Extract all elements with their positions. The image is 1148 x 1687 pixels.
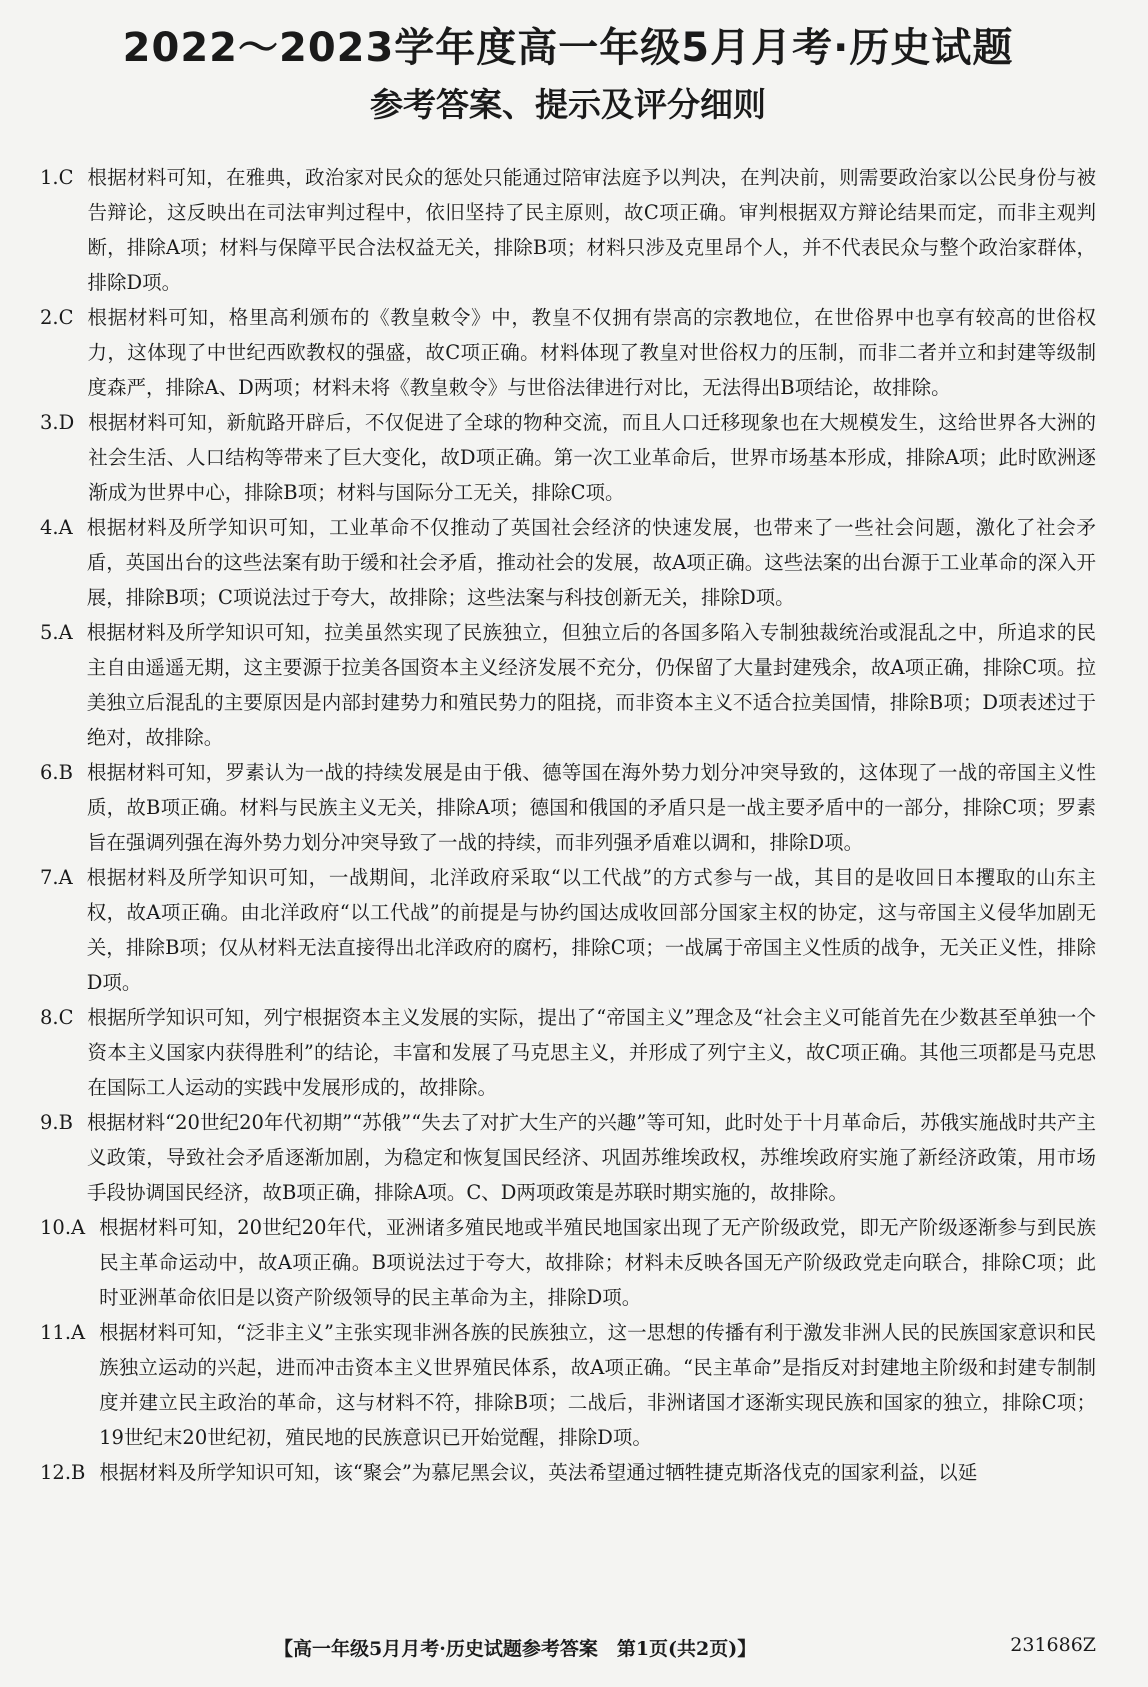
answer-explanation: 根据材料“20世纪20年代初期”“苏俄”“失去了对扩大生产的兴趣”等可知，此时处于十月革命后，苏俄实施战时共产主义政策，导致社会矛盾逐渐加剧，为稳定和恢复国民经济、巩固苏维埃政权，苏维埃政府实施了新经济政策，用市场手段协调国民经济，故B项正确，排除A项。C、D两项政策是苏联时期实施的，故排除。 [86, 1111, 1096, 1204]
answer-number: 1.C [40, 166, 74, 189]
page-title: 2022～2023学年度高一年级5月月考·历史试题 [122, 25, 1014, 71]
answer-item [40, 1210, 1096, 1315]
answer-explanation: 根据材料及所学知识可知，该“聚会”为慕尼黑会议，英法希望通过牺牲捷克斯洛伐克的国家利益，以延 [99, 1461, 978, 1484]
answer-number: 11.A [40, 1321, 86, 1344]
answer-number: 8.C [40, 1006, 74, 1029]
answer-number: 3.D [40, 411, 75, 434]
answer-explanation: 根据材料及所学知识可知，拉美虽然实现了民族独立，但独立后的各国多陷入专制独裁统治或混乱之中，所追求的民主自由遥遥无期，这主要源于拉美各国资本主义经济发展不充分，仍保留了大量封建残余，故A项正确，排除C项。拉美独立后混乱的主要原因是内部封建势力和殖民势力的阻挠，而非资本主义不适合拉美国情，排除B项；D项表述过于绝对，故排除。 [86, 621, 1096, 749]
answer-number: 10.A [40, 1216, 86, 1239]
answer-item [40, 615, 1096, 755]
answer-item [40, 510, 1096, 615]
answer-explanation: 根据材料可知，“泛非主义”主张实现非洲各族的民族独立，这一思想的传播有利于激发非洲人民的民族国家意识和民族独立运动的兴起，进而冲击资本主义世界殖民体系，故A项正确。“民主革命”是指反对封建地主阶级和封建专制制度并建立民主政治的革命，这与材料不符，排除B项；二战后，非洲诸国才逐渐实现民族和国家的独立，排除C项；19世纪末20世纪初，殖民地的民族意识已开始觉醒，排除D项。 [99, 1321, 1096, 1449]
answer-item [40, 860, 1096, 1000]
answer-item [40, 755, 1096, 860]
answer-explanation: 根据所学知识可知，列宁根据资本主义发展的实际，提出了“帝国主义”理念及“社会主义可能首先在少数甚至单独一个资本主义国家内获得胜利”的结论，丰富和发展了马克思主义，并形成了列宁主义，故C项正确。其他三项都是马克思在国际工人运动的实践中发展形成的，故排除。 [87, 1006, 1096, 1099]
footer-code: 231686Z [1010, 1634, 1096, 1656]
answer-item [40, 1455, 1096, 1490]
answer-number: 12.B [40, 1461, 86, 1484]
footer-page-info: 【高一年级5月月考·历史试题参考答案 第1页(共2页)】 [274, 1638, 757, 1660]
answer-item [40, 160, 1096, 300]
answer-number: 7.A [40, 866, 73, 889]
answer-number: 6.B [40, 761, 73, 784]
answer-explanation: 根据材料可知，20世纪20年代，亚洲诸多殖民地或半殖民地国家出现了无产阶级政党，即无产阶级逐渐参与到民族民主革命运动中，故A项正确。B项说法过于夸大，故排除；材料未反映各国无产阶级政党走向联合，排除C项；此时亚洲革命依旧是以资产阶级领导的民主革命为主，排除D项。 [99, 1216, 1096, 1309]
answer-explanation: 根据材料可知，罗素认为一战的持续发展是由于俄、德等国在海外势力划分冲突导致的，这体现了一战的帝国主义性质，故B项正确。材料与民族主义无关，排除A项；德国和俄国的矛盾只是一战主要矛盾中的一部分，排除C项；罗素旨在强调列强在海外势力划分冲突导致了一战的持续，而非列强矛盾难以调和，排除D项。 [86, 761, 1096, 854]
answer-number: 2.C [40, 306, 74, 329]
answer-explanation: 根据材料可知，格里高利颁布的《教皇敕令》中，教皇不仅拥有崇高的宗教地位，在世俗界中也享有较高的世俗权力，这体现了中世纪西欧教权的强盛，故C项正确。材料体现了教皇对世俗权力的压制，而非二者并立和封建等级制度森严，排除A、D两项；材料未将《教皇敕令》与世俗法律进行对比，无法得出B项结论，故排除。 [87, 306, 1096, 399]
answer-item [40, 1000, 1096, 1105]
answer-explanation: 根据材料可知，新航路开辟后，不仅促进了全球的物种交流，而且人口迁移现象也在大规模发生，这给世界各大洲的社会生活、人口结构等带来了巨大变化，故D项正确。第一次工业革命后，世界市场基本形成，排除A项；此时欧洲逐渐成为世界中心，排除B项；材料与国际分工无关，排除C项。 [88, 411, 1096, 504]
answer-item [40, 405, 1096, 510]
answer-explanation: 根据材料及所学知识可知，一战期间，北洋政府采取“以工代战”的方式参与一战，其目的是收回日本攫取的山东主权，故A项正确。由北洋政府“以工代战”的前提是与协约国达成收回部分国家主权的协定，这与帝国主义侵华加剧无关，排除B项；仅从材料无法直接得出北洋政府的腐朽，排除C项；一战属于帝国主义性质的战争，无关正义性，排除D项。 [86, 866, 1096, 994]
answer-item [40, 1315, 1096, 1455]
answer-explanation: 根据材料可知，在雅典，政治家对民众的惩处只能通过陪审法庭予以判决，在判决前，则需要政治家以公民身份与被告辩论，这反映出在司法审判过程中，依旧坚持了民主原则，故C项正确。审判根据双方辩论结果而定，而非主观判断，排除A项；材料与保障平民合法权益无关，排除B项；材料只涉及克里昂个人，并不代表民众与整个政治家群体，排除D项。 [87, 166, 1096, 294]
answer-item [40, 300, 1096, 405]
answer-item [40, 1105, 1096, 1210]
page-subtitle: 参考答案、提示及评分细则 [370, 85, 766, 124]
answer-explanation: 根据材料及所学知识可知，工业革命不仅推动了英国社会经济的快速发展，也带来了一些社会问题，激化了社会矛盾，英国出台的这些法案有助于缓和社会矛盾，推动社会的发展，故A项正确。这些法案的出台源于工业革命的深入开展，排除B项；C项说法过于夸大，故排除；这些法案与科技创新无关，排除D项。 [86, 516, 1096, 609]
answer-number: 5.A [40, 621, 73, 644]
answer-number: 4.A [40, 516, 73, 539]
answer-list [40, 160, 1096, 1490]
answer-number: 9.B [40, 1111, 73, 1134]
